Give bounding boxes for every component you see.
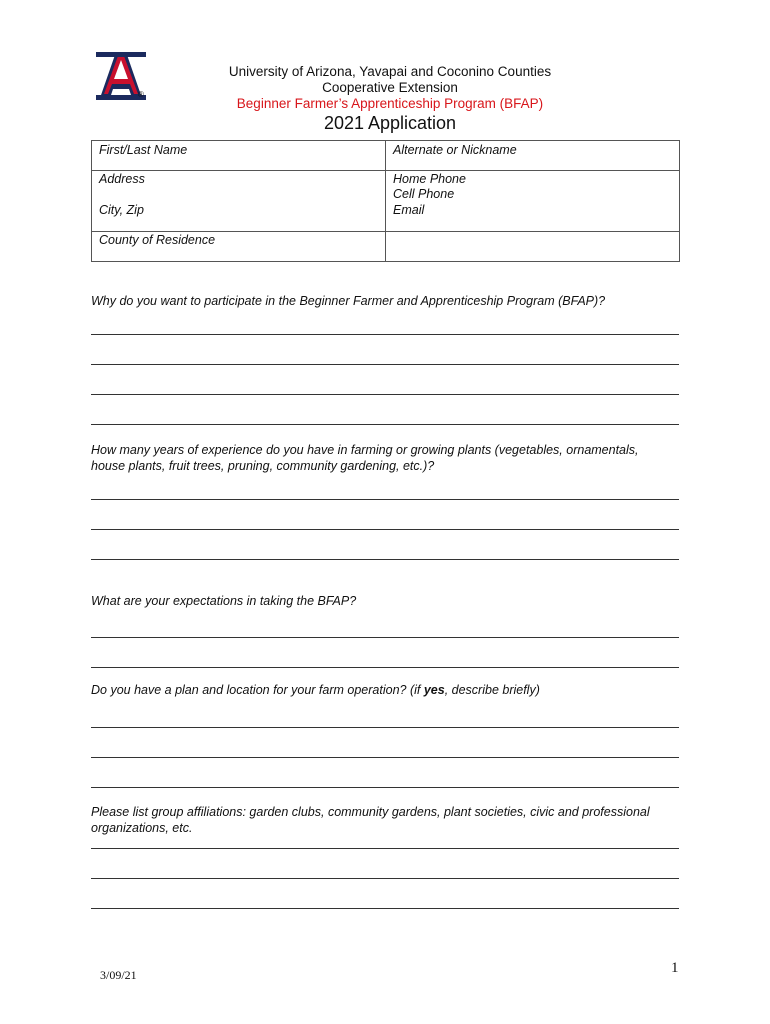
answer-line[interactable]	[91, 559, 679, 560]
answer-line[interactable]	[91, 878, 679, 879]
question-expectations: What are your expectations in taking the BFAP?	[91, 594, 357, 608]
home-phone-field[interactable]: Home Phone	[393, 172, 466, 186]
answer-line[interactable]	[91, 667, 679, 668]
question-experience-line2: house plants, fruit trees, pruning, community gardening, etc.)?	[91, 459, 435, 473]
question-affiliations-line1: Please list group affiliations: garden clubs, community gardens, plant societies, civic and professional	[91, 805, 650, 819]
county-field[interactable]: County of Residence	[99, 233, 216, 247]
answer-line[interactable]	[91, 499, 679, 500]
answer-line[interactable]	[91, 394, 679, 395]
question-affiliations	[91, 804, 671, 836]
answer-line[interactable]	[91, 529, 679, 530]
cell-phone-field[interactable]: Cell Phone	[393, 187, 455, 201]
question-experience	[91, 442, 671, 474]
answer-line[interactable]	[91, 637, 679, 638]
answer-line[interactable]	[91, 848, 679, 849]
footer-date: 3/09/21	[100, 968, 137, 982]
city-zip-field[interactable]: City, Zip	[99, 203, 144, 217]
answer-line[interactable]	[91, 334, 679, 335]
answer-line[interactable]	[91, 787, 679, 788]
first-last-name-field[interactable]: First/Last Name	[99, 143, 188, 157]
nickname-field[interactable]: Alternate or Nickname	[393, 143, 517, 157]
registered-mark: ®	[138, 90, 144, 99]
question-experience-line1: How many years of experience do you have in farming or growing plants (vegetables, ornamentals,	[91, 443, 639, 457]
answer-line[interactable]	[91, 908, 679, 909]
question-why-participate: Why do you want to participate in the Beginner Farmer and Apprenticeship Program (BFAP)?	[91, 294, 606, 308]
university-logo	[88, 48, 150, 104]
address-field[interactable]: Address	[99, 172, 145, 186]
header-program: Beginner Farmer’s Apprenticeship Program (BFAP)	[236, 96, 544, 111]
answer-line[interactable]	[91, 757, 679, 758]
answer-line[interactable]	[91, 364, 679, 365]
page-title: 2021 Application	[323, 113, 457, 133]
header-university: University of Arizona, Yavapai and Coconino Counties	[228, 64, 552, 79]
answer-line[interactable]	[91, 424, 679, 425]
page-number: 1	[671, 960, 679, 976]
table-column-divider	[385, 141, 386, 261]
question-farm-plan-text: Do you have a plan and location for your farm operation? (if	[91, 683, 424, 697]
question-affiliations-line2: organizations, etc.	[91, 821, 193, 835]
question-farm-plan-suffix: , describe briefly)	[444, 683, 540, 697]
question-farm-plan	[91, 682, 671, 698]
header-extension: Cooperative Extension	[322, 80, 458, 95]
answer-line[interactable]	[91, 727, 679, 728]
applicant-info-table	[91, 140, 680, 262]
question-farm-plan-yes: yes	[423, 683, 445, 697]
email-field[interactable]: Email	[393, 203, 425, 217]
